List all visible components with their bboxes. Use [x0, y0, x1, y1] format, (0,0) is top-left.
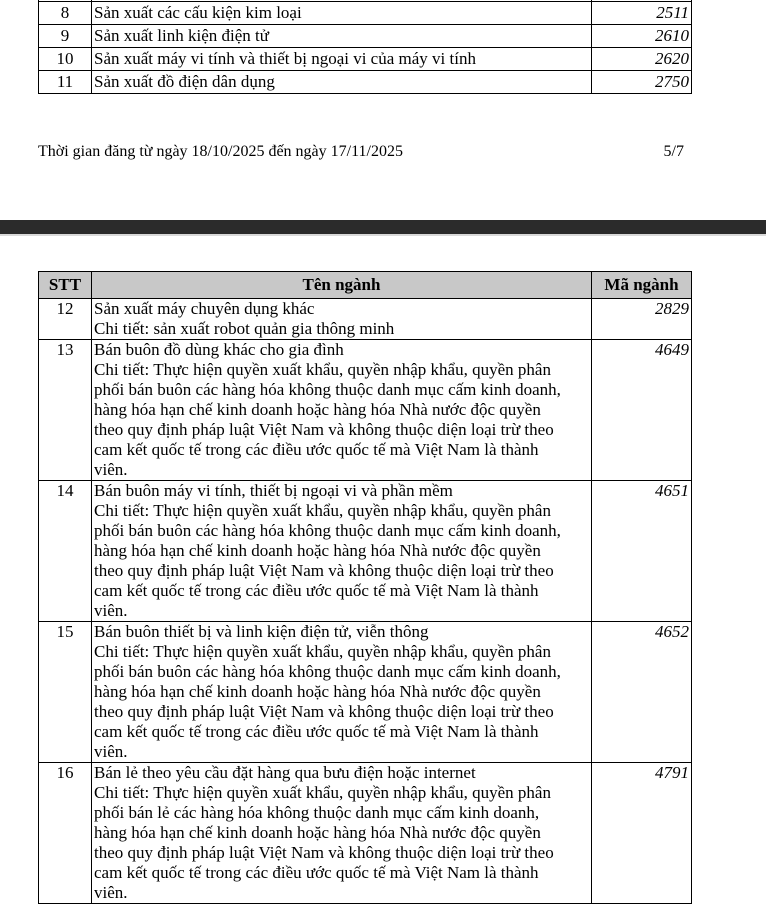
- row-code: 4652: [592, 622, 692, 763]
- row-name: [92, 340, 592, 481]
- row-code: 2511: [592, 2, 692, 25]
- row-stt: 9: [39, 25, 92, 48]
- row-line: hàng hóa hạn chế kinh doanh hoặc hàng hóa Nhà nước độc quyền: [94, 400, 541, 419]
- row-stt: 13: [39, 340, 92, 481]
- row-line: hàng hóa hạn chế kinh doanh hoặc hàng hóa Nhà nước độc quyền: [94, 682, 541, 701]
- row-stt: 10: [39, 48, 92, 71]
- table-row: [39, 340, 692, 481]
- row-line: viên.: [94, 742, 128, 761]
- row-code: 2610: [592, 25, 692, 48]
- row-line: cam kết quốc tế trong các điều ước quốc tế mà Việt Nam là thành: [94, 863, 539, 882]
- row-stt: 16: [39, 763, 92, 904]
- row-code: 4791: [592, 763, 692, 904]
- row-line: phối bán buôn các hàng hóa không thuộc danh mục cấm kinh doanh,: [94, 662, 561, 681]
- row-line: viên.: [94, 883, 128, 902]
- row-name: Sản xuất các cấu kiện kim loại: [92, 2, 592, 25]
- table-row: [39, 763, 692, 904]
- row-name: Sản xuất máy vi tính và thiết bị ngoại vi của máy vi tính: [92, 48, 592, 71]
- row-stt: 15: [39, 622, 92, 763]
- business-lines-table-continued: [38, 0, 692, 94]
- header-name: Tên ngành: [92, 272, 592, 299]
- row-line: cam kết quốc tế trong các điều ước quốc tế mà Việt Nam là thành: [94, 440, 539, 459]
- row-stt: 12: [39, 299, 92, 340]
- row-code: 4651: [592, 481, 692, 622]
- row-line: viên.: [94, 601, 128, 620]
- row-line: Bán buôn đồ dùng khác cho gia đình: [94, 340, 344, 359]
- row-line: hàng hóa hạn chế kinh doanh hoặc hàng hóa Nhà nước độc quyền: [94, 823, 541, 842]
- header-code: Mã ngành: [592, 272, 692, 299]
- row-line: Sản xuất máy chuyên dụng khác: [94, 299, 315, 318]
- row-line: theo quy định pháp luật Việt Nam và không thuộc diện loại trừ theo: [94, 561, 554, 580]
- header-stt: STT: [39, 272, 92, 299]
- row-name: Sản xuất đồ điện dân dụng: [92, 71, 592, 94]
- row-code: 4649: [592, 340, 692, 481]
- page-footer: [38, 143, 684, 161]
- page-separator: [0, 220, 766, 234]
- row-line: cam kết quốc tế trong các điều ước quốc tế mà Việt Nam là thành: [94, 581, 539, 600]
- table-row: [39, 25, 692, 48]
- row-code: 2829: [592, 299, 692, 340]
- row-line: Chi tiết: Thực hiện quyền xuất khẩu, quyền nhập khẩu, quyền phân: [94, 642, 551, 661]
- row-code: 2750: [592, 71, 692, 94]
- row-stt: 14: [39, 481, 92, 622]
- row-line: phối bán lẻ các hàng hóa không thuộc danh mục cấm kinh doanh,: [94, 803, 540, 822]
- document-page-6: [0, 236, 766, 915]
- business-lines-table: [38, 271, 692, 904]
- row-name: [92, 622, 592, 763]
- row-name: [92, 763, 592, 904]
- table-row: [39, 71, 692, 94]
- row-line: theo quy định pháp luật Việt Nam và không thuộc diện loại trừ theo: [94, 702, 554, 721]
- table-row: [39, 2, 692, 25]
- table-row: [39, 622, 692, 763]
- row-line: viên.: [94, 460, 128, 479]
- row-line: Chi tiết: sản xuất robot quản gia thông minh: [94, 319, 395, 338]
- row-line: Chi tiết: Thực hiện quyền xuất khẩu, quyền nhập khẩu, quyền phân: [94, 783, 551, 802]
- row-line: Bán buôn thiết bị và linh kiện điện tử, viễn thông: [94, 622, 429, 641]
- row-line: theo quy định pháp luật Việt Nam và không thuộc diện loại trừ theo: [94, 420, 554, 439]
- row-line: phối bán buôn các hàng hóa không thuộc danh mục cấm kinh doanh,: [94, 521, 561, 540]
- table-row: [39, 481, 692, 622]
- table-row: [39, 299, 692, 340]
- row-code: 2620: [592, 48, 692, 71]
- row-stt: 8: [39, 2, 92, 25]
- table-header-row: [39, 272, 692, 299]
- posting-period-text: Thời gian đăng từ ngày 18/10/2025 đến ngày 17/11/2025: [38, 143, 403, 160]
- page-number: 5/7: [663, 143, 684, 160]
- row-line: Bán buôn máy vi tính, thiết bị ngoại vi và phần mềm: [94, 481, 453, 500]
- row-line: phối bán buôn các hàng hóa không thuộc danh mục cấm kinh doanh,: [94, 380, 561, 399]
- table-row: [39, 48, 692, 71]
- row-stt: 11: [39, 71, 92, 94]
- row-line: theo quy định pháp luật Việt Nam và không thuộc diện loại trừ theo: [94, 843, 554, 862]
- row-line: cam kết quốc tế trong các điều ước quốc tế mà Việt Nam là thành: [94, 722, 539, 741]
- row-name: Sản xuất linh kiện điện tử: [92, 25, 592, 48]
- row-name: [92, 481, 592, 622]
- row-line: Chi tiết: Thực hiện quyền xuất khẩu, quyền nhập khẩu, quyền phân: [94, 360, 551, 379]
- document-page-5: [0, 0, 766, 220]
- row-line: Bán lẻ theo yêu cầu đặt hàng qua bưu điện hoặc internet: [94, 763, 476, 782]
- row-name: [92, 299, 592, 340]
- row-line: Chi tiết: Thực hiện quyền xuất khẩu, quyền nhập khẩu, quyền phân: [94, 501, 551, 520]
- row-line: hàng hóa hạn chế kinh doanh hoặc hàng hóa Nhà nước độc quyền: [94, 541, 541, 560]
